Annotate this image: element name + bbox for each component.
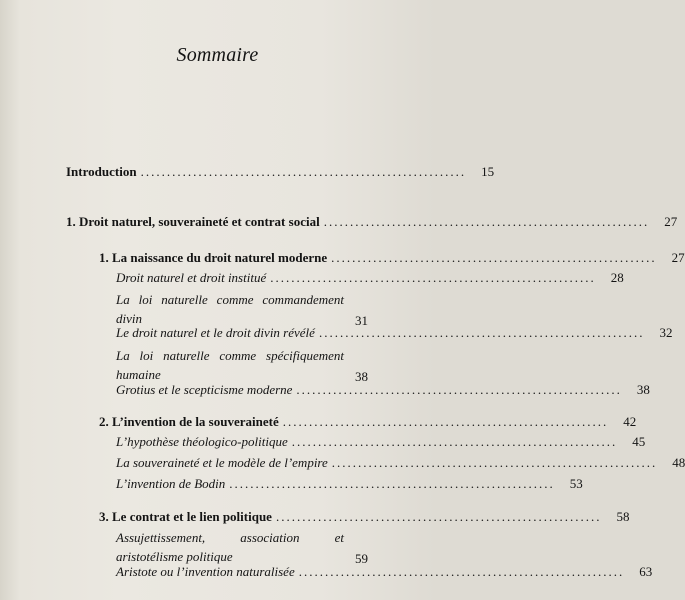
toc-entry-subsection [116,434,646,449]
toc-page-number: 31 [355,313,368,328]
toc-entry-subsection [116,382,650,397]
toc-entry-label: 2. L’invention de la souveraineté [99,414,279,429]
toc-entry-section-1 [99,250,685,265]
toc-entry-label: Grotius et le scepticisme moderne [116,382,293,397]
toc-page-number: 58 [616,509,630,524]
toc-entry-label: Assujettissement, association et aristotélisme politique [116,530,344,564]
page-title: Sommaire [176,44,259,66]
toc-entry-section-3 [99,509,630,524]
toc-page-number: 38 [636,382,650,397]
toc-entry-label: La loi naturelle comme commandement divin [116,292,344,326]
toc-entry-label: Aristote ou l’invention naturalisée [116,564,295,579]
dot-leader: .............................................................. [318,325,645,340]
toc-entry-label: Droit naturel et droit institué [116,270,267,285]
toc-page-number: 32 [659,325,673,340]
toc-entry-label: La souveraineté et le modèle de l’empire [116,455,328,470]
toc-page-number: 48 [672,455,685,470]
toc-entry-subsection [116,290,368,328]
toc-entry-subsection [116,528,368,566]
toc-entry-label: Le droit naturel et le droit divin révélé [116,325,315,340]
toc-page-number: 45 [632,434,646,449]
toc-entry-section-2 [99,414,637,429]
dot-leader: .............................................................. [229,476,555,491]
toc-entry-label: Introduction [66,164,137,179]
dot-leader: .............................................................. [270,270,596,285]
toc-entry-subsection [116,455,685,470]
dot-leader: .............................................................. [331,455,658,470]
toc-entry-label: 1. La naissance du droit naturel moderne [99,250,328,265]
toc-entry-label: L’hypothèse théologico-politique [116,434,288,449]
toc-page-number: 53 [569,476,583,491]
dot-leader: .............................................................. [291,434,618,449]
toc-entry-subsection [116,270,624,285]
toc-page-number: 63 [639,564,653,579]
toc-entry-subsection [116,346,368,384]
toc-entry-subsection [116,325,673,340]
dot-leader: .............................................................. [282,414,609,429]
toc-entry-label: 1. Droit naturel, souveraineté et contrat social [66,214,320,229]
toc-page-number: 38 [355,369,368,384]
toc-entry-subsection [116,564,653,579]
dot-leader: .............................................................. [275,509,602,524]
toc-page-number: 27 [671,250,685,265]
toc-page-number: 28 [610,270,624,285]
toc-page-number: 59 [355,551,368,566]
dot-leader: .............................................................. [140,164,467,179]
dot-leader: .............................................................. [331,250,657,265]
toc-entry-label: 3. Le contrat et le lien politique [99,509,272,524]
dot-leader: .............................................................. [298,564,625,579]
toc-entry-label: La loi naturelle comme spécifiquement humaine [116,348,344,382]
toc-entry-label: L’invention de Bodin [116,476,226,491]
toc-page-number: 15 [481,164,495,179]
toc-entry-subsection [116,476,583,491]
toc-entry-introduction [66,164,495,179]
dot-leader: .............................................................. [323,214,650,229]
toc-page-number: 42 [623,414,637,429]
toc-page-number: 27 [664,214,678,229]
dot-leader: .............................................................. [296,382,622,397]
toc-entry-chapter-1 [66,214,678,229]
